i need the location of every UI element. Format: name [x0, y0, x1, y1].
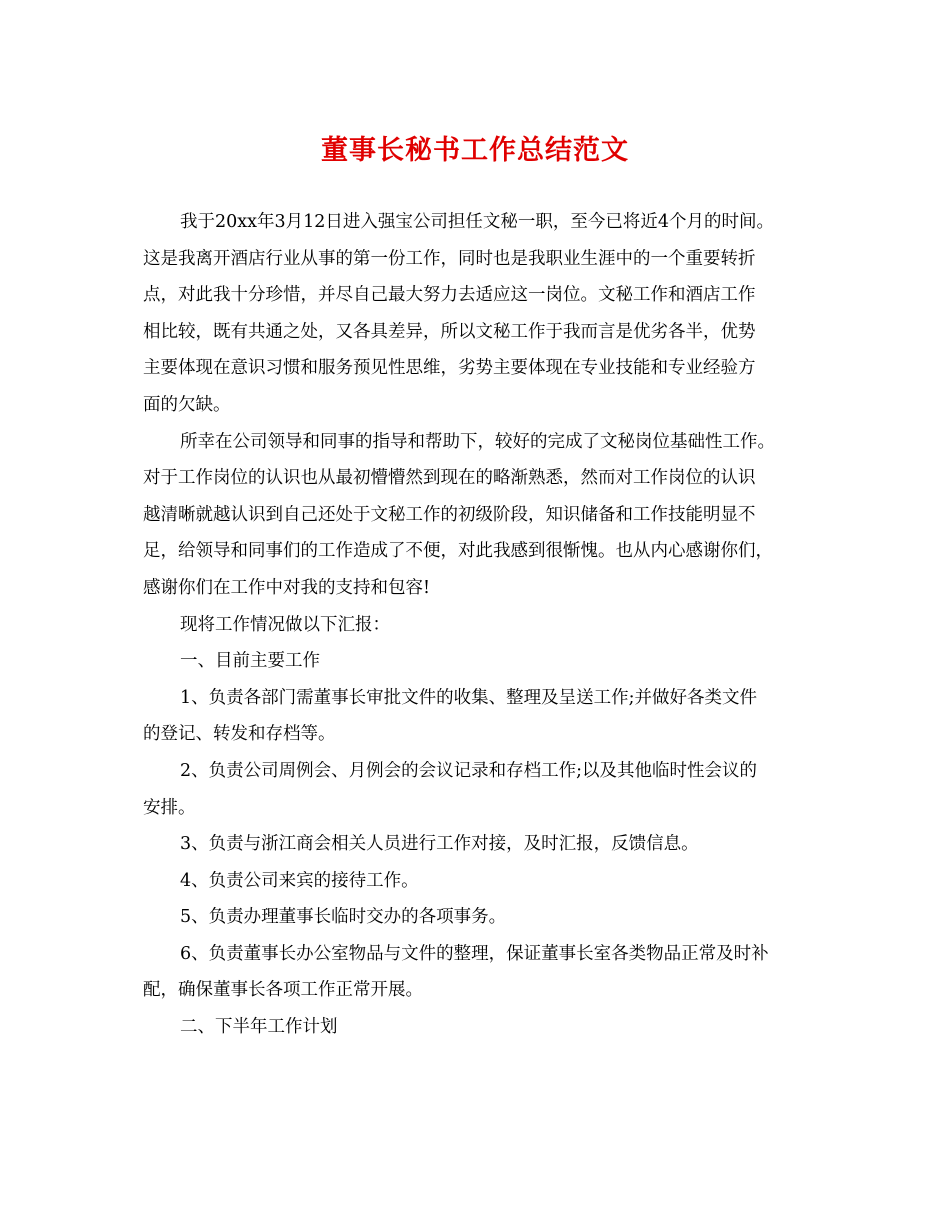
paragraph-line: 现将工作情况做以下汇报： [180, 614, 390, 635]
list-item-line: 2、负责公司周例会、月例会的会议记录和存档工作;以及其他临时性会议的 [180, 760, 758, 781]
paragraph-line: 点，对此我十分珍惜，并尽自己最大努力去适应这一岗位。文秘工作和酒店工作 [143, 285, 756, 306]
list-item-line: 4、负责公司来宾的接待工作。 [180, 870, 419, 891]
paragraph-line: 相比较，既有共通之处，又各具差异，所以文秘工作于我而言是优劣各半，优势 [143, 321, 756, 342]
section-heading: 二、下半年工作计划 [180, 1017, 338, 1038]
list-item-line: 5、负责办理董事长临时交办的各项事务。 [180, 907, 507, 928]
list-item-line: 的登记、转发和存档等。 [143, 724, 336, 745]
paragraph-line: 对于工作岗位的认识也从最初懵懵然到现在的略渐熟悉，然而对工作岗位的认识 [143, 468, 756, 489]
list-item-line: 配，确保董事长各项工作正常开展。 [143, 980, 423, 1001]
paragraph-line: 感谢你们在工作中对我的支持和包容! [143, 577, 431, 598]
list-item-line: 安排。 [143, 797, 196, 818]
document-body [143, 204, 823, 1046]
paragraph-line: 主要体现在意识习惯和服务预见性思维，劣势主要体现在专业技能和专业经验方 [143, 358, 756, 379]
paragraph-line: 面的欠缺。 [143, 394, 231, 415]
paragraph-line: 我于20xx年3月12日进入强宝公司担任文秘一职，至今已将近4个月的时间。 [180, 212, 775, 232]
paragraph-line: 这是我离开酒店行业从事的第一份工作，同时也是我职业生涯中的一个重要转折 [143, 248, 756, 269]
paragraph-line: 越清晰就越认识到自己还处于文秘工作的初级阶段，知识储备和工作技能明显不 [143, 504, 756, 525]
paragraph-line: 所幸在公司领导和同事的指导和帮助下，较好的完成了文秘岗位基础性工作。 [180, 431, 775, 452]
paragraph-line: 足，给领导和同事们的工作造成了不便，对此我感到很惭愧。也从内心感谢你们， [143, 541, 773, 562]
section-heading: 一、目前主要工作 [180, 651, 320, 672]
document-title: 董事长秘书工作总结范文 [321, 135, 629, 166]
list-item-line: 1、负责各部门需董事长审批文件的收集、整理及呈送工作;并做好各类文件 [180, 687, 758, 708]
list-item-line: 3、负责与浙江商会相关人员进行工作对接，及时汇报，反馈信息。 [180, 834, 699, 855]
list-item-line: 6、负责董事长办公室物品与文件的整理，保证董事长室各类物品正常及时补 [180, 943, 769, 964]
